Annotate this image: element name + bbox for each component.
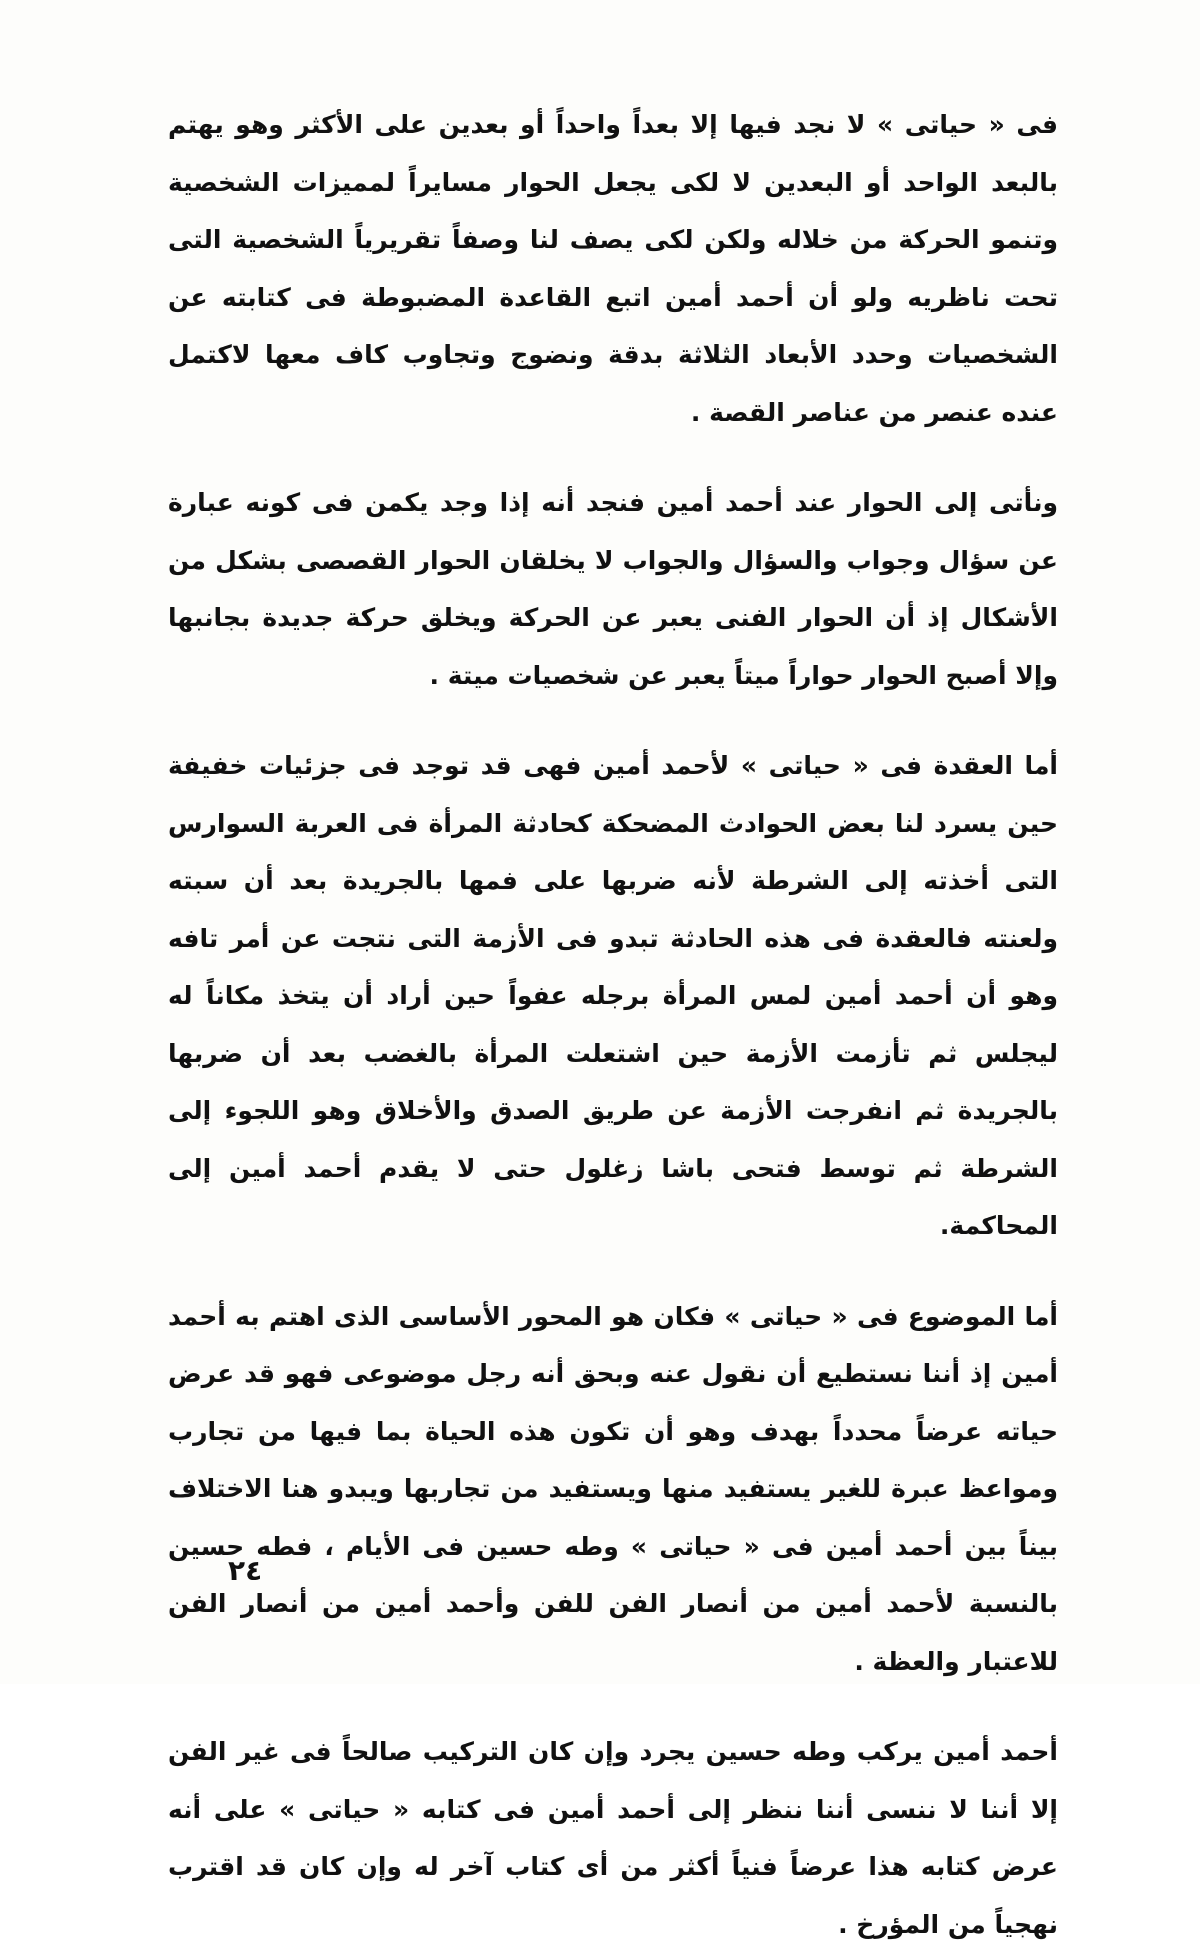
paragraph-theme: أما الموضوع فى « حياتى » فكان هو المحور الأساسى الذى اهتم به أحمد أمين إذ أننا نستطيع أن نقول عنه وبحق أنه رجل موضوعى فهو قد عرض حياته عرضاً محدداً بهدف وهو أن تكون هذه الحياة بما فيها من تجارب ومواعظ عبرة للغير يستفيد منها ويستفيد من تجاربها ويبدو هنا الاختلاف بيناً بين أحمد أمين فى « حياتى » وطه حسين فى الأيام ، فطه حسين بالنسبة لأحمد أمين من أنصار الفن للفن وأحمد أمين من أنصار الفن للاعتبار والعظة .	[168, 1301, 1058, 1676]
paragraph-dialogue: ونأتى إلى الحوار عند أحمد أمين فنجد أنه إذا وجد يكمن فى كونه عبارة عن سؤال وجواب والسؤال والجواب لا يخلقان الحوار القصصى بشكل من الأشكال إذ أن الحوار الفنى يعبر عن الحركة ويخلق حركة جديدة بجانبها وإلا أصبح الحوار حواراً ميتاً يعبر عن شخصيات ميتة .	[168, 488, 1058, 690]
paragraph-characters: فى « حياتى » لا نجد فيها إلا بعداً واحداً أو بعدين على الأكثر وهو يهتم بالبعد الواحد أو البعدين لا لكى يجعل الحوار مسايراً لمميزات الشخصية وتنمو الحركة من خلاله ولكن لكى يصف لنا وصفاً تقريرياً الشخصية التى تحت ناظريه ولو أن أحمد أمين اتبع القاعدة المضبوطة فى كتابته عن الشخصيات وحدد الأبعاد الثلاثة بدقة ونضوج وتجاوب كاف معها لاكتمل عنده عنصر من عناصر القصة .	[168, 110, 1058, 427]
page-number: ٢٤	[228, 1554, 263, 1587]
paragraph-conclusion: أحمد أمين يركب وطه حسين يجرد وإن كان التركيب صالحاً فى غير الفن إلا أننا لا ننسى أننا ننظر إلى أحمد أمين فى كتابه « حياتى » على أنه عرض كتابه هذا عرضاً فنياً أكثر من أى كتاب آخر له وإن كان قد اقترب نهجياً من المؤرخ .	[168, 1737, 1058, 1939]
body-text	[168, 96, 1058, 1953]
paragraph-plot: أما العقدة فى « حياتى » لأحمد أمين فهى قد توجد فى جزئيات خفيفة حين يسرد لنا بعض الحوادث المضحكة كحادثة المرأة فى العربة السوارس التى أخذته إلى الشرطة لأنه ضربها على فمها بالجريدة بعد أن سبته ولعنته فالعقدة فى هذه الحادثة تبدو فى الأزمة التى نتجت عن أمر تافه وهو أن أحمد أمين لمس المرأة برجله عفواً حين أراد أن يتخذ مكاناً له ليجلس ثم تأزمت الأزمة حين اشتعلت المرأة بالغضب بعد أن ضربها بالجريدة ثم انفرجت الأزمة عن طريق الصدق والأخلاق وهو اللجوء إلى الشرطة ثم توسط فتحى باشا زغلول حتى لا يقدم أحمد أمين إلى المحاكمة.	[168, 751, 1058, 1240]
